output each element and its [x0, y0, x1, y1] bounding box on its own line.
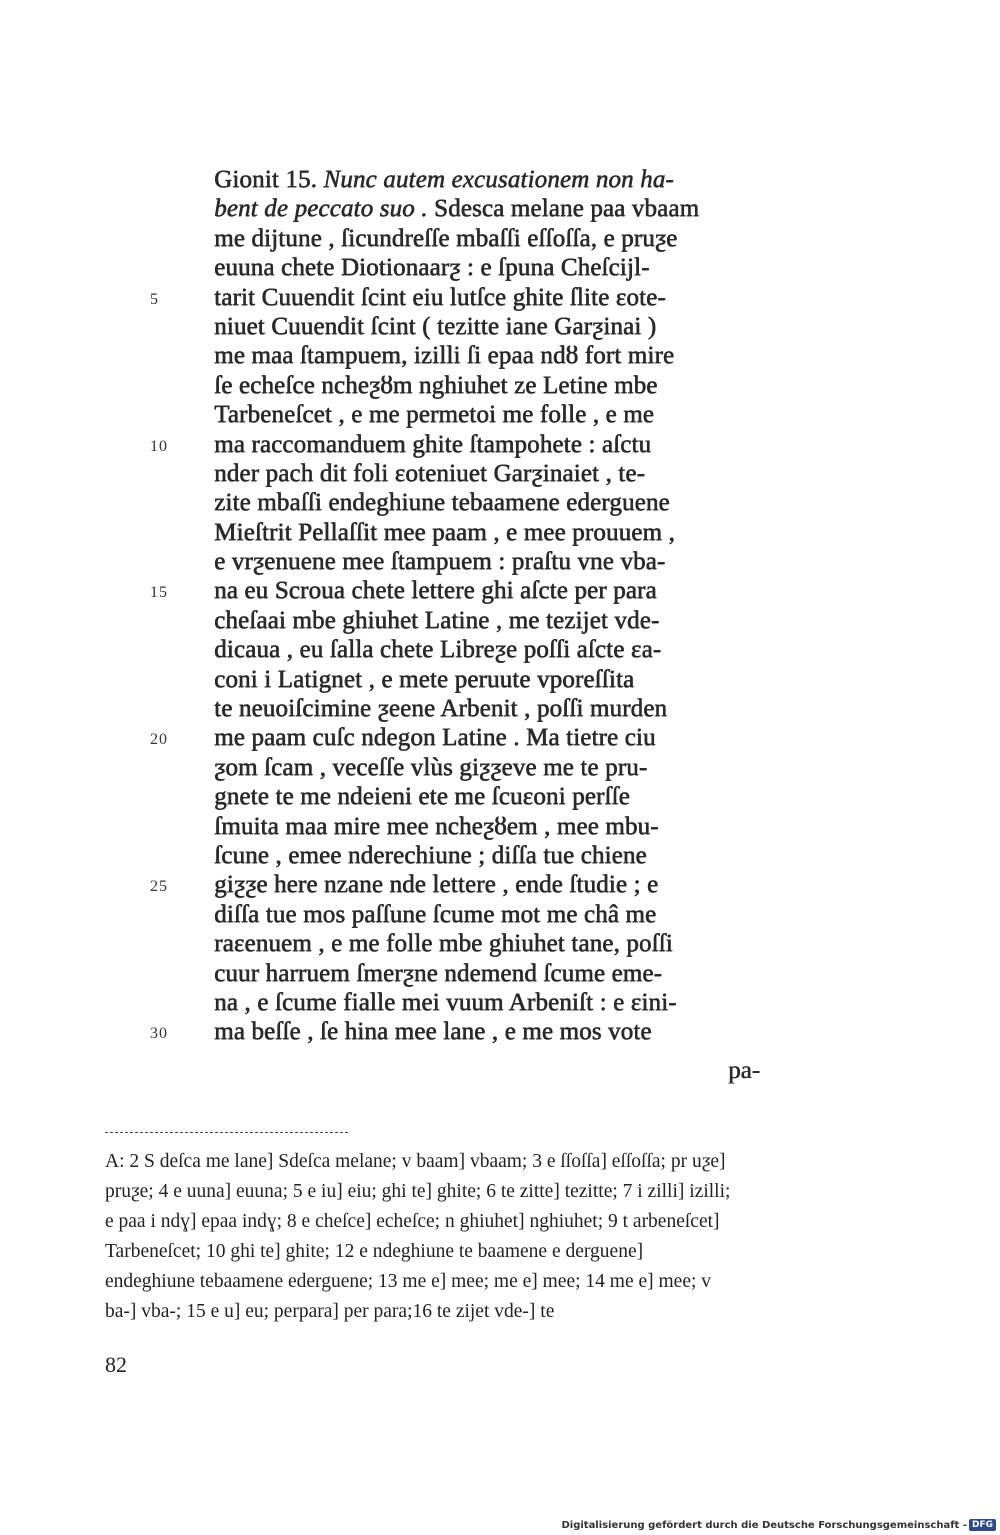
text-line [150, 665, 830, 694]
line-number: 5 [150, 290, 159, 308]
line-text [214, 430, 651, 459]
albanian-text: ſe echeſce ncheƺȣm nghiuhet ze Letine mbe [214, 371, 658, 399]
albanian-text: te neuoiſcimine ƺeene Arbenit , poſſi murden [214, 695, 667, 723]
text-line [150, 929, 830, 958]
albanian-text: ma beſſe , ſe hina mee lane , e me mos vote [214, 1018, 652, 1046]
albanian-text: me maa ſtampuem, izilli ſi epaa ndȣ fort mire [214, 342, 675, 370]
latin-quotation: bent de peccato suo . [214, 195, 428, 223]
page-number: 82 [105, 1352, 127, 1377]
albanian-text: tarit Cuuendit ſcint eiu lutſce ghite ſlite ɛote- [214, 283, 666, 311]
albanian-text: Mieſtrit Pellaſſit mee paam , e mee prouuem , [214, 518, 675, 546]
line-text [214, 665, 634, 694]
line-text [214, 870, 658, 899]
text-line [150, 988, 830, 1017]
text-line [150, 841, 830, 870]
text-line [150, 576, 830, 605]
line-text [214, 694, 667, 723]
apparatus-line: e paa i ndɣ] epaa indɣ; 8 e cheſce] echeſce; n ghiuhet] nghiuhet; 9 t arbeneſcet] [105, 1211, 720, 1232]
albanian-text: ſmuita maa mire mee ncheƺȣem , mee mbu- [214, 812, 659, 840]
catchword: pa- [728, 1057, 760, 1084]
line-number: 20 [150, 731, 168, 749]
line-text [214, 782, 630, 811]
albanian-text: coni i Latignet , e mete peruute vporeſſita [214, 665, 635, 693]
text-line [150, 606, 830, 635]
line-text [214, 606, 659, 635]
text-line [150, 488, 830, 517]
albanian-text: diſſa tue mos paſſune ſcume mot me châ me [214, 900, 657, 928]
text-line [150, 547, 830, 576]
apparatus-line: pruƺe; 4 e uuna] euuna; 5 e iu] eiu; ghi te] ghite; 6 te zitte] tezitte; 7 i zilli] izilli; [105, 1181, 731, 1202]
line-text [214, 194, 699, 223]
line-text [214, 812, 659, 841]
text-line [150, 400, 830, 429]
latin-quotation: Nunc autem excusationem non ha- [323, 166, 674, 193]
albanian-text: zite mbaſſi endeghiune tebaamene ederguene [214, 489, 670, 517]
albanian-text: nder pach dit foli ɛoteniuet Garƺinaiet , te- [214, 459, 645, 487]
text-line [150, 900, 830, 929]
albanian-text: raɛenuem , e me folle mbe ghiuhet tane, poſſi [214, 930, 673, 958]
text-line [150, 312, 830, 341]
line-text [214, 547, 665, 576]
line-text [214, 900, 656, 929]
line-text [214, 635, 661, 664]
albanian-text: Tarbeneſcet , e me permetoi me folle , e me [214, 401, 654, 429]
funding-credit: Digitalisierung gefördert durch die Deutsche Forschungsgemeinschaft - [561, 1519, 967, 1531]
albanian-text: e vrƺenuene mee ſtampuem : praſtu vne vba- [214, 548, 666, 576]
line-text [214, 283, 666, 312]
line-text [214, 988, 677, 1017]
albanian-text: gnete te me ndeieni ete me ſcuɛoni perſſe [214, 783, 630, 811]
line-text [214, 312, 656, 341]
albanian-text: Sdesca melane paa vbaam [427, 195, 700, 223]
text-line [150, 194, 830, 223]
albanian-text: cuur harruem ſmerƺne ndemend ſcume eme- [214, 959, 663, 987]
text-line [150, 959, 830, 988]
albanian-text: me dijtune , ſicundreſſe mbaſſi eſſoſſa, e pruƺe [214, 224, 678, 252]
line-text [214, 929, 673, 958]
line-text [214, 723, 656, 752]
text-line [150, 165, 830, 194]
text-line [150, 753, 830, 782]
albanian-text: na eu Scroua chete lettere ghi aſcte per para [214, 577, 657, 605]
critical-apparatus [105, 1147, 905, 1327]
line-text [214, 488, 670, 517]
albanian-text: na , e ſcume fialle mei vuum Arbeniſt : e ɛini- [214, 988, 677, 1016]
chapter-reference: Gionit 15. [214, 166, 317, 193]
apparatus-line: A: 2 S deſca me lane] Sdeſca melane; v baam] vbaam; 3 e ſſoſſa] eſſoſſa; pr uƺe] [105, 1151, 726, 1172]
line-text [214, 841, 647, 870]
text-line [150, 694, 830, 723]
line-text [214, 576, 657, 605]
albanian-text: me paam cuſc ndegon Latine . Ma tietre ciu [214, 724, 656, 752]
text-line [150, 430, 830, 459]
text-line [150, 1017, 830, 1046]
text-line [150, 224, 830, 253]
albanian-text: ſcune , emee nderechiune ; diſſa tue chiene [214, 841, 647, 869]
albanian-text: niuet Cuuendit ſcint ( tezitte iane Garƺinai ) [214, 312, 657, 340]
line-text [214, 253, 649, 282]
line-text [214, 400, 654, 429]
line-number: 15 [150, 584, 168, 602]
line-text [214, 341, 674, 370]
albanian-text: ƺom ſcam , veceſſe vlùs giƺƺeve me te pru- [214, 753, 648, 781]
dfg-logo: DFG [969, 1519, 996, 1531]
text-line [150, 341, 830, 370]
line-number: 25 [150, 878, 168, 896]
text-line [150, 518, 830, 547]
text-line [150, 870, 830, 899]
apparatus-line: endeghiune tebaamene ederguene; 13 me e] mee; me e] mee; 14 me e] mee; v [105, 1271, 712, 1292]
text-line [150, 812, 830, 841]
text-line [150, 371, 830, 400]
printed-text-block [150, 165, 830, 1047]
text-line [150, 635, 830, 664]
albanian-text: euuna chete Diotionaarƺ : e ſpuna Cheſcijl- [214, 254, 650, 282]
line-text [214, 753, 647, 782]
text-line [150, 782, 830, 811]
apparatus-line: Tarbeneſcet; 10 ghi te] ghite; 12 e ndeghiune te baamene e derguene] [105, 1241, 644, 1262]
line-text [214, 518, 675, 547]
albanian-text: giƺƺe here nzane nde lettere , ende ſtudie ; e [214, 871, 659, 899]
line-text [214, 459, 645, 488]
line-text [214, 1017, 652, 1046]
dfg-footer [561, 1519, 996, 1531]
footnote-separator [105, 1132, 348, 1133]
text-line [150, 283, 830, 312]
text-line [150, 253, 830, 282]
line-text [214, 224, 677, 253]
text-line [150, 459, 830, 488]
albanian-text: cheſaai mbe ghiuhet Latine , me tezijet vde- [214, 606, 660, 634]
line-text [214, 165, 674, 194]
line-number: 30 [150, 1025, 168, 1043]
apparatus-line: ba-] vba-; 15 e u] eu; perpara] per para;16 te zijet vde-] te [105, 1301, 555, 1322]
albanian-text: ma raccomanduem ghite ſtampohete : aſctu [214, 430, 652, 458]
albanian-text: dicaua , eu ſalla chete Libreƺe poſſi aſcte ɛa- [214, 636, 662, 664]
line-number: 10 [150, 437, 168, 455]
text-line [150, 723, 830, 752]
line-text [214, 959, 662, 988]
line-text [214, 371, 657, 400]
